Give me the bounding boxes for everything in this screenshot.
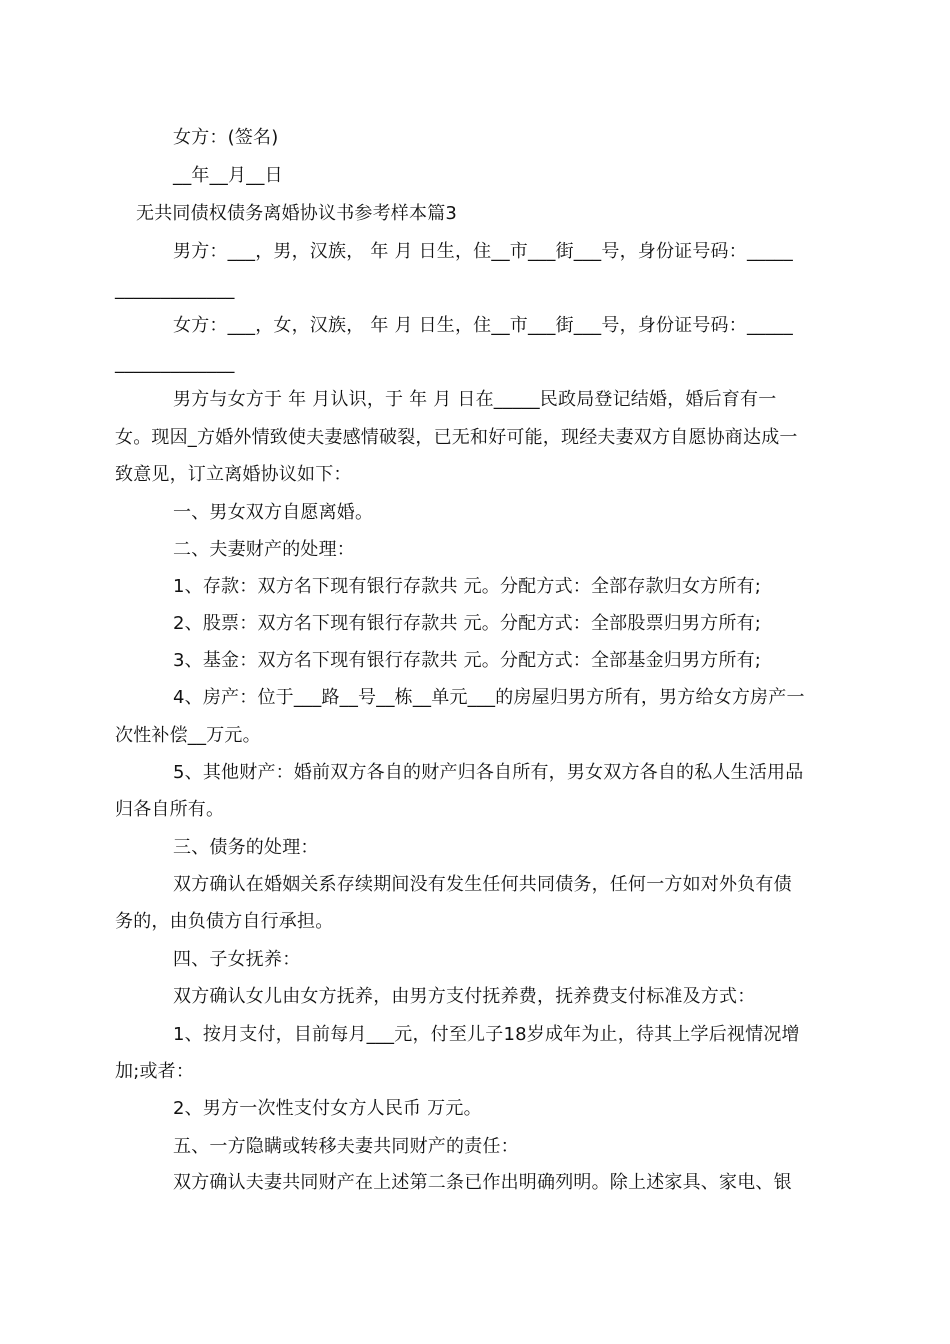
clause-heading: 四、子女抚养： (173, 949, 301, 970)
list-item: 2、男方一次性支付女方人民币 万元。 (173, 1098, 482, 1119)
clause-heading: 五、一方隐瞒或转移夫妻共同财产的责任： (173, 1136, 519, 1157)
date-line: __年__月__日 (173, 165, 283, 186)
paragraph-line: 致意见，订立离婚协议如下： (115, 464, 352, 485)
paragraph-line: 女。现因_方婚外情致使夫妻感情破裂，已无和好可能，现经夫妻双方自愿协商达成一 (115, 427, 798, 448)
signature-line-female: 女方：(签名) (173, 127, 279, 148)
list-item: 3、基金：双方名下现有银行存款共 元。分配方式：全部基金归男方所有; (173, 650, 762, 671)
clause-heading: 一、男女双方自愿离婚。 (173, 502, 374, 523)
paragraph-line: 女方：___，女，汉族， 年 月 日生，住__市___街___号，身份证号码：_____ (173, 315, 793, 336)
paragraph-line: 男方与女方于 年 月认识，于 年 月 日在_____民政局登记结婚，婚后育有一 (173, 389, 777, 410)
paragraph-line: _____________ (115, 279, 235, 300)
list-item: 1、按月支付，目前每月___元，付至儿子18岁成年为止，待其上学后视情况增 (173, 1024, 800, 1045)
list-item: 1、存款：双方名下现有银行存款共 元。分配方式：全部存款归女方所有; (173, 576, 762, 597)
paragraph-line: 归各自所有。 (115, 799, 225, 820)
paragraph-line: 加;或者： (115, 1061, 195, 1082)
clause-heading: 三、债务的处理： (173, 837, 319, 858)
paragraph-line: 双方确认在婚姻关系存续期间没有发生任何共同债务，任何一方如对外负有债 (173, 874, 792, 895)
paragraph-line: _____________ (115, 353, 235, 374)
clause-heading: 二、夫妻财产的处理： (173, 539, 355, 560)
paragraph-line: 次性补偿__万元。 (115, 725, 261, 746)
paragraph-line: 双方确认夫妻共同财产在上述第二条已作出明确列明。除上述家具、家电、银 (173, 1172, 792, 1193)
list-item: 2、股票：双方名下现有银行存款共 元。分配方式：全部股票归男方所有; (173, 613, 762, 634)
list-item: 5、其他财产：婚前双方各自的财产归各自所有，男女双方各自的私人生活用品 (173, 762, 804, 783)
list-item: 4、房产：位于___路__号__栋__单元___的房屋归男方所有，男方给女方房产一 (173, 687, 805, 708)
paragraph-line: 双方确认女儿由女方抚养，由男方支付抚养费，抚养费支付标准及方式： (173, 986, 756, 1007)
section-heading: 无共同债权债务离婚协议书参考样本篇3 (136, 203, 458, 224)
paragraph-line: 务的，由负债方自行承担。 (115, 911, 334, 932)
paragraph-line: 男方：___，男，汉族， 年 月 日生，住__市___街___号，身份证号码：_____ (173, 241, 793, 262)
